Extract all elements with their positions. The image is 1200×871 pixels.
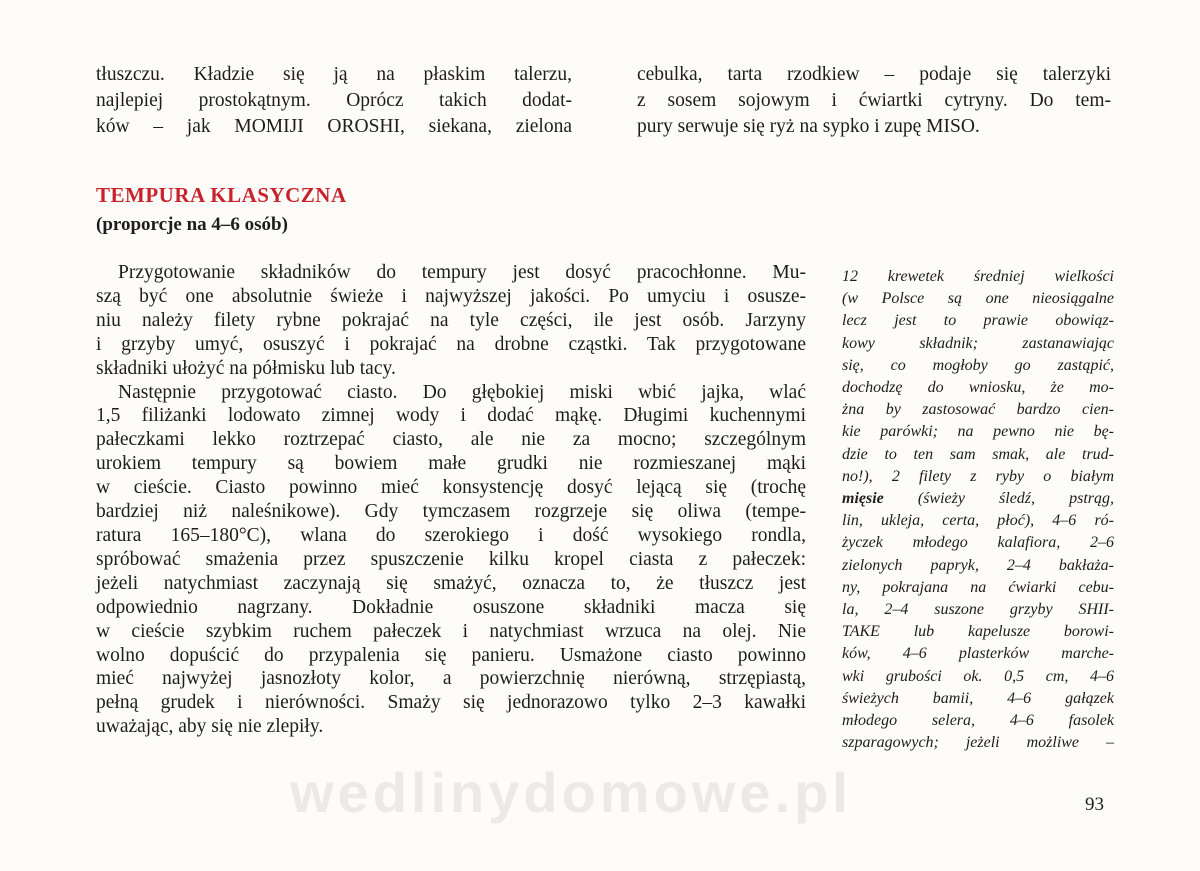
ingredient-line: no!), 2 filety z ryby o białym <box>842 467 1114 485</box>
text-line: 1,5 filiżanki lodowato zimnej wody i dodać mąkę. Długimi kuchennymi <box>96 405 806 427</box>
ingredient-line: zielonych papryk, 2–4 bakłaża- <box>842 556 1114 574</box>
ingredient-line: życzek młodego kalafiora, 2–6 <box>842 534 1114 552</box>
ingredient-line: TAKE lub kapelusze borowi- <box>842 623 1114 641</box>
ingredient-line: 12 krewetek średniej wielkości <box>842 268 1114 285</box>
ingredient-line: kie parówki; na pewno nie bę- <box>842 423 1114 441</box>
text-line: spróbować smażenia przez spuszczenie kilku kropel ciasta z pałeczek: <box>96 548 806 570</box>
text-line: Przygotowanie składników do tempury jest dosyć pracochłonne. Mu- <box>118 262 806 283</box>
ingredient-line: dzie to ten sam smak, ale trud- <box>842 445 1114 463</box>
text-line: składniki ułożyć na półmisku lub tacy. <box>96 357 396 379</box>
text-line: ratura 165–180°C), wlana do szerokiego i dość wysokiego rondla, <box>96 524 806 546</box>
text-line: pury serwuje się ryż na sypko i zupę MISO. <box>637 116 980 137</box>
text-line: w cieście szybkim ruchem pałeczek i natychmiast wrzuca na olej. Nie <box>96 620 806 642</box>
page-number: 93 <box>1085 794 1104 815</box>
text-line: odpowiednio nagrzany. Dokładnie osuszone składniki macza się <box>96 596 806 618</box>
ingredient-line: lecz jest to prawie obowiąz- <box>842 312 1114 330</box>
ingredients-column <box>842 266 1114 754</box>
ingredient-line: ków, 4–6 plasterków marche- <box>842 645 1114 663</box>
watermark: wedlinydomowe.pl <box>290 761 852 824</box>
recipe-subtitle: (proporcje na 4–6 osób) <box>96 214 288 235</box>
text-line: mieć najwyżej jasnozłoty kolor, a powierzchnię nierówną, strzępiastą, <box>96 668 806 690</box>
text-line: najlepiej prostokątnym. Oprócz takich dodat- <box>96 90 572 111</box>
ingredient-line: dochodzę do wniosku, że mo- <box>842 379 1114 397</box>
text-line: z sosem sojowym i ćwiartki cytryny. Do tem- <box>637 90 1111 111</box>
text-line: niu należy filety rybne pokrajać na tyle części, ile jest osób. Jarzyny <box>96 309 806 331</box>
text-line: pełną grudek i nierówności. Smaży się jednorazowo tylko 2–3 kawałki <box>96 692 806 714</box>
recipe-title: TEMPURA KLASYCZNA <box>96 183 347 207</box>
ingredient-line: mięsie (świeży śledź, pstrąg, <box>842 490 1114 508</box>
text-line: cebulka, tarta rzodkiew – podaje się talerzyki <box>637 64 1111 85</box>
ingredient-line: ny, pokrajana na ćwiarki cebu- <box>842 578 1114 596</box>
text-line: uważając, aby się nie zlepiły. <box>96 716 324 738</box>
text-line: Następnie przygotować ciasto. Do głębokiej miski wbić jajka, wlać <box>118 381 806 403</box>
text-line: wolno dopuścić do przypalenia się panieru. Usmażone ciasto powinno <box>96 644 806 666</box>
text-line: pałeczkami lekko roztrzepać ciasto, ale nie za mocno; szczególnym <box>96 429 806 451</box>
recipe-instructions <box>96 261 806 739</box>
paragraph-1 <box>96 261 806 381</box>
text-line: w cieście. Ciasto powinno mieć konsystencję dosyć lejącą się (trochę <box>96 477 806 499</box>
ingredient-line: się, co mogłoby go zastąpić, <box>842 356 1114 374</box>
text-line: i grzyby umyć, osuszyć i pokrajać na drobne cząstki. Tak przygotowane <box>96 333 806 355</box>
text-line: tłuszczu. Kładzie się ją na płaskim talerzu, <box>96 64 572 85</box>
top-left-column <box>96 62 572 140</box>
text-line: szą być one absolutnie świeże i najwyższej jakości. Po umyciu i osusze- <box>96 285 806 307</box>
text-line: ków – jak MOMIJI OROSHI, siekana, zielona <box>96 116 572 137</box>
ingredient-line: szparagowych; jeżeli możliwe – <box>842 734 1114 752</box>
text-line: urokiem tempury są bowiem małe grudki nie rozmieszanej mąki <box>96 453 806 475</box>
paragraph-2 <box>96 381 806 740</box>
ingredient-line: la, 2–4 suszone grzyby SHII- <box>842 601 1114 619</box>
text-line: jeżeli natychmiast zaczynają się smażyć, oznacza to, że tłuszcz jest <box>96 572 806 594</box>
top-right-column <box>637 62 1111 140</box>
ingredient-line: świeżych bamii, 4–6 gałązek <box>842 689 1114 707</box>
ingredient-line: żna by zastosować bardzo cien- <box>842 401 1114 419</box>
text-line: bardziej niż naleśnikowe). Gdy tymczasem rozgrzeje się oliwa (tempe- <box>96 501 806 523</box>
ingredient-line: (w Polsce są one nieosiągalne <box>842 290 1114 308</box>
ingredient-line: młodego selera, 4–6 fasolek <box>842 712 1114 730</box>
ingredient-line: lin, ukleja, certa, płoć), 4–6 ró- <box>842 512 1114 530</box>
ingredient-line: kowy składnik; zastanawiając <box>842 334 1114 352</box>
ingredient-line: wki grubości ok. 0,5 cm, 4–6 <box>842 667 1114 685</box>
